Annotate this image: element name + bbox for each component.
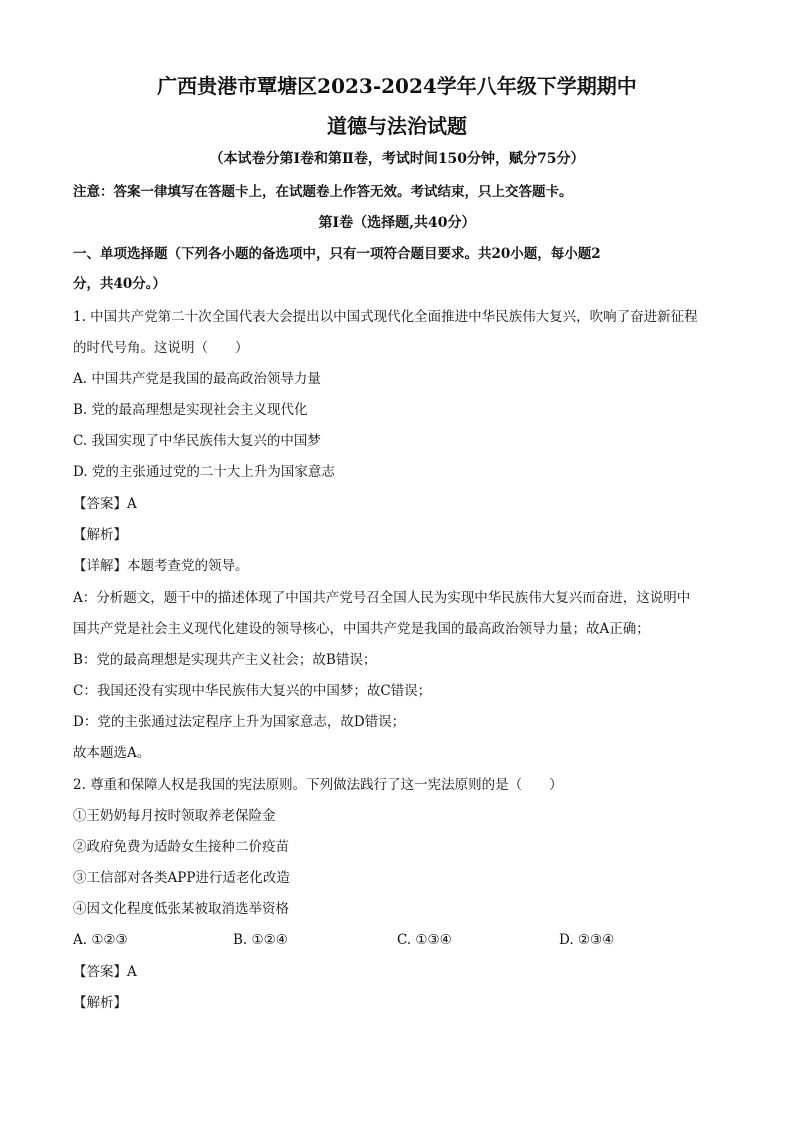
- q1-stem-line2: 的时代号角。这说明（ ）: [73, 340, 249, 356]
- q1-explain-line: C：我国还没有实现中华民族伟大复兴的中国梦；故C错误；: [73, 683, 432, 699]
- q2-stem: 2. 尊重和保障人权是我国的宪法原则。下列做法践行了这一宪法原则的是（ ）: [73, 777, 563, 793]
- q1-option-d: D. 党的主张通过党的二十大上升为国家意志: [73, 464, 335, 480]
- document-subtitle: 道德与法治试题: [327, 114, 467, 138]
- q1-answer: 【答案】A: [73, 496, 137, 512]
- q2-item-4: ④因文化程度低张某被取消选举资格: [73, 901, 289, 917]
- q1-option-c: C. 我国实现了中华民族伟大复兴的中国梦: [73, 433, 321, 449]
- section-heading-line2: 分，共40分。）: [73, 276, 167, 292]
- section-title: 第Ⅰ卷（选择题,共40分）: [318, 215, 476, 231]
- section-heading-line1: 一、单项选择题（下列各小题的备选项中，只有一项符合题目要求。共20小题，每小题2: [73, 246, 601, 262]
- q1-analysis-label: 【解析】: [73, 527, 127, 543]
- q1-explain-line: B：党的最高理想是实现共产主义社会；故B错误；: [73, 652, 377, 668]
- document-title: 广西贵港市覃塘区2023-2024学年八年级下学期期中: [157, 74, 637, 98]
- q1-explain-line: D：党的主张通过法定程序上升为国家意志，故D错误；: [73, 714, 406, 730]
- q1-option-a: A. 中国共产党是我国的最高政治领导力量: [73, 371, 321, 387]
- q2-analysis-label: 【解析】: [73, 995, 127, 1011]
- exam-info: （本试卷分第Ⅰ卷和第Ⅱ卷，考试时间150分钟，赋分75分）: [209, 151, 585, 167]
- q2-option-d: D. ②③④: [559, 932, 615, 948]
- q2-answer: 【答案】A: [73, 964, 137, 980]
- q2-item-1: ①王奶奶每月按时领取养老保险金: [73, 808, 276, 824]
- q2-option-c: C. ①③④: [397, 932, 452, 948]
- q2-option-a: A. ①②③: [73, 932, 128, 948]
- q2-item-2: ②政府免费为适龄女生接种二价疫苗: [73, 839, 289, 855]
- q2-item-3: ③工信部对各类APP进行适老化改造: [73, 870, 290, 886]
- q1-stem-line1: 1. 中国共产党第二十次全国代表大会提出以中国式现代化全面推进中华民族伟大复兴，吹响了奋进新征程: [73, 309, 698, 325]
- q2-option-b: B. ①②④: [233, 932, 288, 948]
- q1-option-b: B. 党的最高理想是实现社会主义现代化: [73, 402, 308, 418]
- notice-text: 注意：答案一律填写在答题卡上，在试题卷上作答无效。考试结束，只上交答题卡。: [73, 184, 573, 200]
- q1-detail: 【详解】本题考查党的领导。: [73, 558, 249, 574]
- q1-explain-line: A：分析题文，题干中的描述体现了中国共产党号召全国人民为实现中华民族伟大复兴而奋进，这说明中: [73, 590, 691, 606]
- q1-explain-line: 国共产党是社会主义现代化建设的领导核心，中国共产党是我国的最高政治领导力量；故A正确；: [73, 621, 650, 637]
- q1-explain-line: 故本题选A。: [73, 745, 151, 761]
